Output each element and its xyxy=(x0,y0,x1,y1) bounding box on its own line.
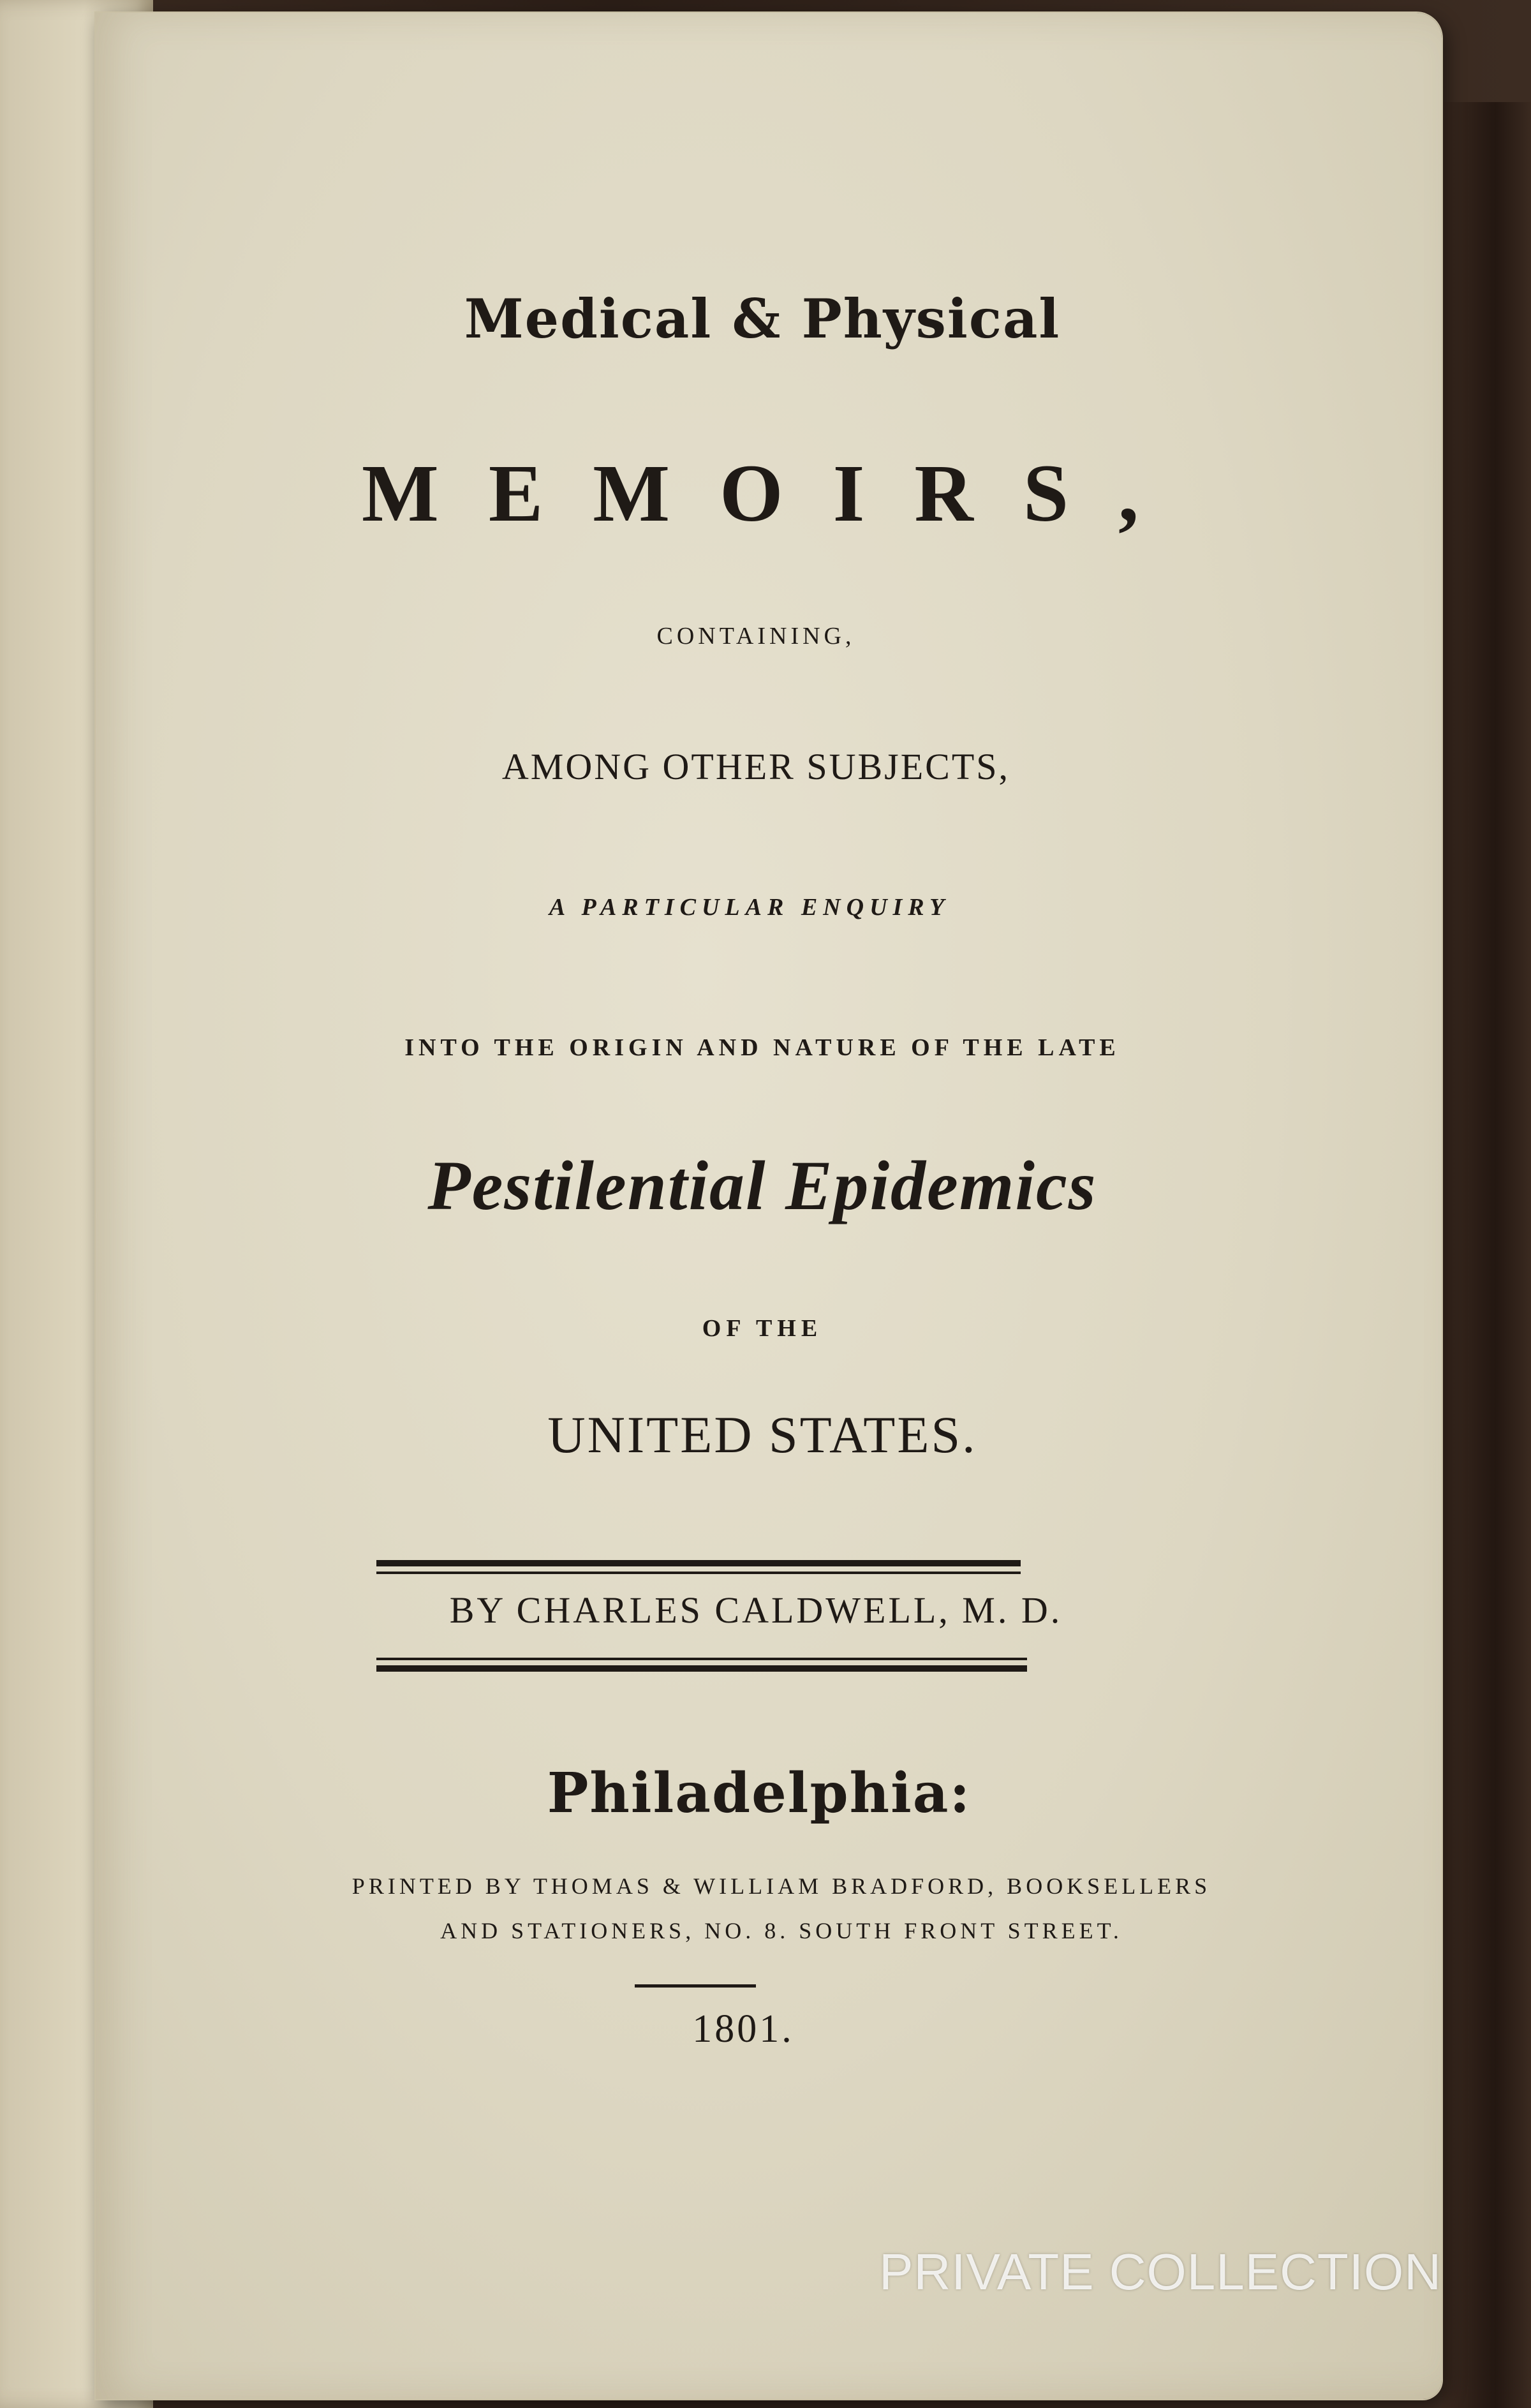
heading-memoirs: MEMOIRS, xyxy=(362,448,1188,539)
text-among-other-subjects: AMONG OTHER SUBJECTS, xyxy=(501,746,1010,787)
watermark-text: PRIVATE COLLECTION xyxy=(879,2243,1442,2300)
heading-pestilential-epidemics: Pestilential Epidemics xyxy=(427,1147,1097,1224)
double-rule-top-thin xyxy=(376,1572,1021,1574)
place-philadelphia: Philadelphia: xyxy=(547,1761,972,1825)
title-page xyxy=(96,13,1442,2399)
heading-united-states: UNITED STATES. xyxy=(547,1406,977,1464)
double-rule-bottom xyxy=(376,1665,1027,1672)
imprint-line-2: AND STATIONERS, NO. 8. SOUTH FRONT STREET. xyxy=(440,1918,1123,1943)
text-of-the: OF THE xyxy=(702,1315,823,1342)
author-line: BY CHARLES CALDWELL, M. D. xyxy=(449,1589,1063,1631)
text-particular-enquiry: A PARTICULAR ENQUIRY xyxy=(549,894,950,921)
text-containing: CONTAINING, xyxy=(656,623,855,650)
double-rule-bottom-thin xyxy=(376,1658,1027,1660)
text-origin-nature: INTO THE ORIGIN AND NATURE OF THE LATE xyxy=(404,1034,1120,1061)
publication-year: 1801. xyxy=(692,2007,794,2051)
double-rule-top xyxy=(376,1560,1021,1566)
heading-medical-physical: Medical & Physical xyxy=(464,287,1061,350)
imprint-line-1: PRINTED BY THOMAS & WILLIAM BRADFORD, BOOKSELLERS xyxy=(351,1873,1211,1899)
short-rule xyxy=(635,1984,756,1988)
table-surface xyxy=(1442,102,1531,2408)
